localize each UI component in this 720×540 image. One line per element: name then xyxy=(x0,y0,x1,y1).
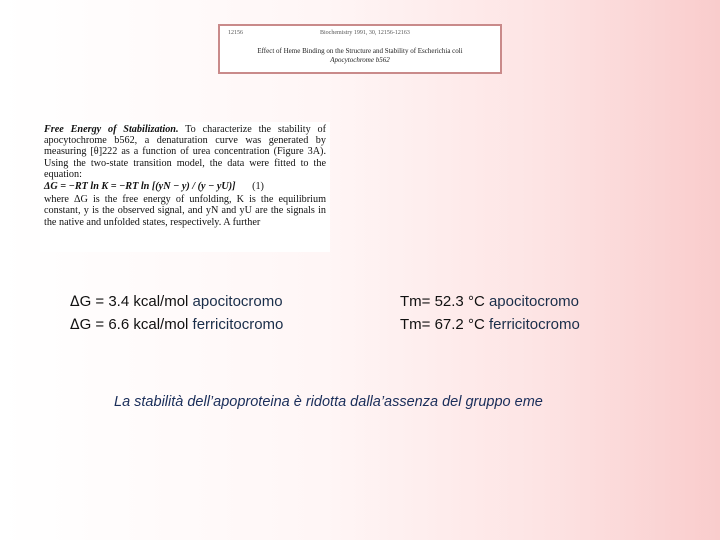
dg-ferri-label: ferricitocromo xyxy=(192,316,284,333)
excerpt-text-1: To characterize the stability of apocytochrome b562, a denaturation curve was generated by measuring [θ]222 as a function of urea concentration (Figure 3A). Using the two-state transition model, the data were fitted to the equation: xyxy=(44,124,326,180)
dg-apo-value: G = 3.4 kcal/mol xyxy=(79,293,189,310)
paper-journal-citation: Biochemistry 1991, 30, 12156-12163 xyxy=(320,30,410,36)
dg-ferri-line xyxy=(70,316,283,333)
equation-text: ΔG = −RT ln K = −RT ln [(yN − y) / (y − yU)] xyxy=(44,181,236,193)
tm-apo-label: apocitocromo xyxy=(488,293,579,310)
paper-title-line-2: Apocytochrome b562 xyxy=(330,56,390,64)
tm-apo-value: Tm= 52.3 °C xyxy=(400,293,485,310)
tm-ferri-label: ferricitocromo xyxy=(488,316,580,333)
excerpt-paragraph-1 xyxy=(44,124,326,180)
paper-page-number: 12156 xyxy=(228,30,243,36)
tm-ferri-value: Tm= 67.2 °C xyxy=(400,316,485,333)
paper-title xyxy=(220,47,500,65)
paper-title-line-1: Effect of Heme Binding on the Structure and Stability of Escherichia coli xyxy=(257,47,463,55)
paper-excerpt xyxy=(40,122,330,252)
excerpt-equation xyxy=(44,181,326,192)
conclusion-text: La stabilità dell’apoproteina è ridotta dalla’assenza del gruppo eme xyxy=(114,394,543,410)
excerpt-paragraph-2: where ΔG is the free energy of unfolding, K is the equilibrium constant, y is the observed signal, and yN and yU are the signals in the native and unfolded states, respectively. A further xyxy=(44,194,326,228)
paper-header-clip xyxy=(218,24,502,74)
dg-ferri-value: G = 6.6 kcal/mol xyxy=(79,316,189,333)
dg-apo-label: apocitocromo xyxy=(192,293,283,310)
dg-apo-line xyxy=(70,293,283,310)
tm-ferri-line xyxy=(400,316,580,333)
equation-number: (1) xyxy=(252,181,264,193)
tm-apo-line xyxy=(400,293,579,310)
delta-symbol: Δ xyxy=(70,294,80,310)
excerpt-section-title: Free Energy of Stabilization. xyxy=(44,124,179,135)
delta-symbol: Δ xyxy=(70,317,80,333)
